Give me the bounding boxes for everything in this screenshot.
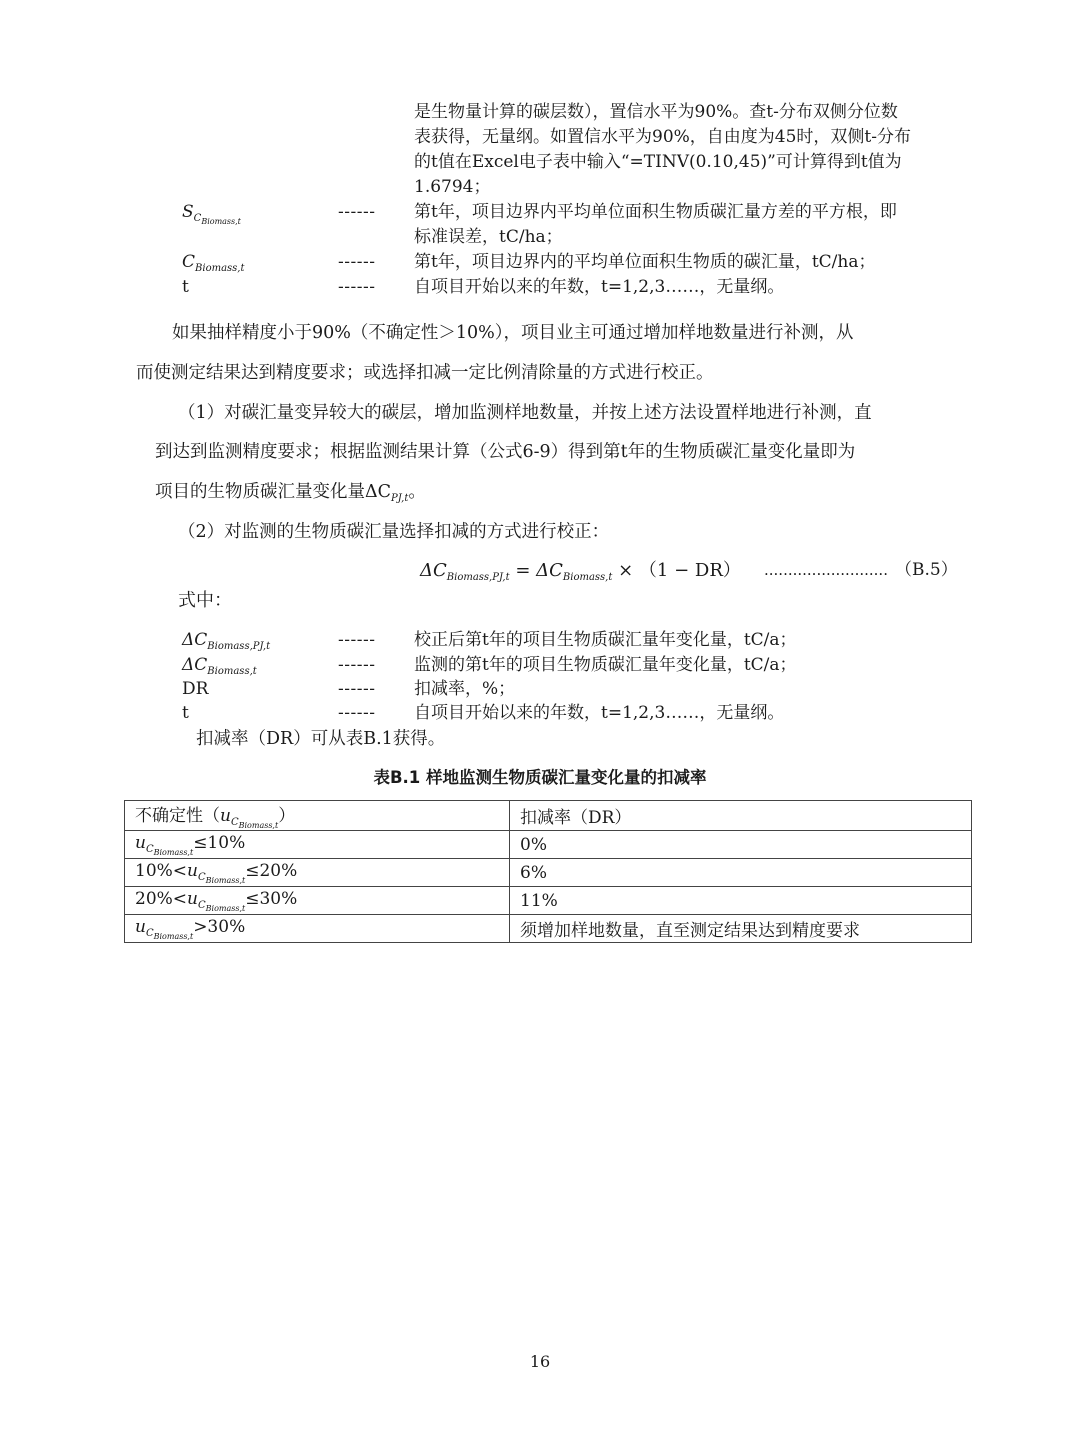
symbol-subscript-biomass: Biomass,t	[238, 821, 279, 830]
symbol-dr: DR	[182, 679, 209, 699]
deduction-rate-table	[124, 800, 972, 943]
symbol-subscript-biomass: Biomass,t	[153, 847, 194, 857]
text-line: 第t年，项目边界内平均单位面积生物质碳汇量方差的平方根，即	[414, 202, 897, 222]
symbol-subscript: PJ,t	[391, 493, 409, 504]
text-line: 表获得，无量纲。如置信水平为90%，自由度为45时，双侧t-分布	[414, 127, 911, 147]
symbol-subscript	[146, 928, 193, 939]
table-cell-uncertainty	[125, 831, 510, 859]
symbol-main: u	[135, 832, 146, 853]
definition-text: 扣减率，%；	[414, 679, 516, 699]
symbol-main: u	[187, 860, 198, 881]
table-header-row	[125, 801, 972, 831]
symbol-subscript: Biomass,t	[207, 666, 257, 677]
header-text: ）	[278, 806, 296, 826]
table-cell-dr: 0%	[510, 831, 972, 859]
header-text: 不确定性（	[135, 806, 220, 826]
symbol-subscript-c: C	[145, 843, 154, 855]
symbol-subscript-c: C	[230, 817, 239, 828]
table-row	[125, 859, 972, 887]
symbol-main: u	[187, 888, 198, 909]
equation-equals: =	[509, 560, 537, 581]
where-label: 式中：	[178, 590, 232, 611]
dash-separator: ------	[338, 630, 376, 650]
table-cell-dr: 6%	[510, 859, 972, 887]
table-cell-uncertainty	[125, 887, 510, 915]
definition-text	[414, 200, 897, 250]
definition-text: 自项目开始以来的年数，t=1,2,3……，无量纲。	[414, 277, 785, 297]
dash-separator: ------	[338, 703, 376, 723]
symbol-subscript: Biomass,PJ,t	[207, 641, 271, 652]
paragraph-line: （1）对碳汇量变异较大的碳层，增加监测样地数量，并按上述方法设置样地进行补测，直	[178, 403, 872, 423]
dash-separator: ------	[338, 252, 376, 272]
equation-rhs: ΔC	[536, 560, 563, 581]
symbol-subscript-c: C	[197, 899, 206, 911]
symbol-subscript-biomass: Biomass,t	[205, 875, 246, 885]
text-line: 的t值在Excel电子表中输入“=TINV(0.10,45)”可计算得到t值为	[414, 152, 902, 172]
definition-text: 第t年，项目边界内的平均单位面积生物质的碳汇量，tC/ha；	[414, 252, 876, 272]
table-row	[125, 915, 972, 943]
table-row	[125, 831, 972, 859]
cell-text: ≤10%	[193, 832, 246, 853]
equation-lhs-subscript: Biomass,PJ,t	[446, 572, 510, 583]
paragraph-line: 到达到监测精度要求；根据监测结果计算（公式6-9）得到第t年的生物质碳汇量变化量即为	[155, 442, 856, 462]
symbol-main: S	[182, 202, 194, 222]
symbol-c-biomass	[182, 250, 245, 281]
symbol-main: u	[220, 806, 231, 826]
table-cell-uncertainty	[125, 859, 510, 887]
symbol-subscript: Biomass,t	[195, 263, 245, 274]
page-number: 16	[529, 1352, 551, 1371]
table-cell-uncertainty	[125, 915, 510, 943]
symbol-s-c-biomass	[182, 200, 241, 234]
cell-text: >30%	[193, 916, 246, 937]
table-header-uncertainty	[125, 801, 510, 831]
dash-separator: ------	[338, 202, 376, 222]
equation-dots: ..........................	[764, 561, 888, 579]
paragraph-line: 而使测定结果达到精度要求；或选择扣减一定比例清除量的方式进行校正。	[136, 363, 714, 383]
table-cell-dr: 须增加样地数量，直至测定结果达到精度要求	[510, 915, 972, 943]
text-line: 1.6794；	[414, 177, 491, 197]
dash-separator: ------	[338, 277, 376, 297]
definition-text: 校正后第t年的项目生物质碳汇量年变化量，tC/a；	[414, 630, 797, 650]
dr-note: 扣减率（DR）可从表B.1获得。	[196, 729, 446, 749]
symbol-subscript-biomass: Biomass,t	[205, 903, 246, 913]
symbol-subscript-biomass: Biomass,t	[201, 217, 241, 226]
cell-text: 20%<	[135, 888, 188, 909]
symbol-t: t	[182, 703, 189, 723]
table-row	[125, 887, 972, 915]
cell-text: 10%<	[135, 860, 188, 881]
paragraph-line: 如果抽样精度小于90%（不确定性＞10%），项目业主可通过增加样地数量进行补测，从	[172, 323, 854, 343]
symbol-subscript	[194, 213, 241, 224]
symbol-main: ΔC	[182, 655, 208, 675]
symbol-subscript	[198, 872, 245, 883]
paragraph-punct: 。	[408, 482, 426, 502]
symbol-subscript-biomass: Biomass,t	[153, 931, 194, 941]
equation-tag: （B.5）	[895, 560, 958, 580]
text-line: 标准误差，tC/ha；	[414, 227, 563, 247]
symbol-subscript	[146, 844, 193, 855]
equation-rhs-subscript: Biomass,t	[562, 572, 613, 583]
cell-text: ≤20%	[245, 860, 298, 881]
table-header-dr: 扣减率（DR）	[510, 801, 972, 831]
equation-b5	[420, 558, 741, 590]
table-caption: 表B.1 样地监测生物质碳汇量变化量的扣减率	[373, 768, 707, 787]
paragraph-text: 项目的生物质碳汇量变化量ΔC	[155, 482, 392, 502]
definition-text: 监测的第t年的项目生物质碳汇量年变化量，tC/a；	[414, 655, 797, 675]
equation-rest: × （1 − DR）	[612, 560, 741, 581]
symbol-main: C	[182, 252, 196, 272]
cell-text: ≤30%	[245, 888, 298, 909]
symbol-subscript-c: C	[193, 213, 202, 224]
equation-lhs: ΔC	[420, 560, 447, 581]
symbol-t: t	[182, 277, 189, 297]
symbol-subscript-c: C	[145, 927, 154, 939]
paragraph-line: （2）对监测的生物质碳汇量选择扣减的方式进行校正：	[178, 522, 610, 542]
symbol-main: u	[135, 916, 146, 937]
symbol-main: ΔC	[182, 630, 208, 650]
continued-definition	[414, 100, 911, 200]
symbol-subscript	[231, 817, 278, 828]
definition-text: 自项目开始以来的年数，t=1,2,3……，无量纲。	[414, 703, 785, 723]
symbol-subscript-c: C	[197, 871, 206, 883]
table-cell-dr: 11%	[510, 887, 972, 915]
dash-separator: ------	[338, 679, 376, 699]
text-line: 是生物量计算的碳层数），置信水平为90%。查t-分布双侧分位数	[414, 102, 898, 122]
symbol-subscript	[198, 900, 245, 911]
dash-separator: ------	[338, 655, 376, 675]
